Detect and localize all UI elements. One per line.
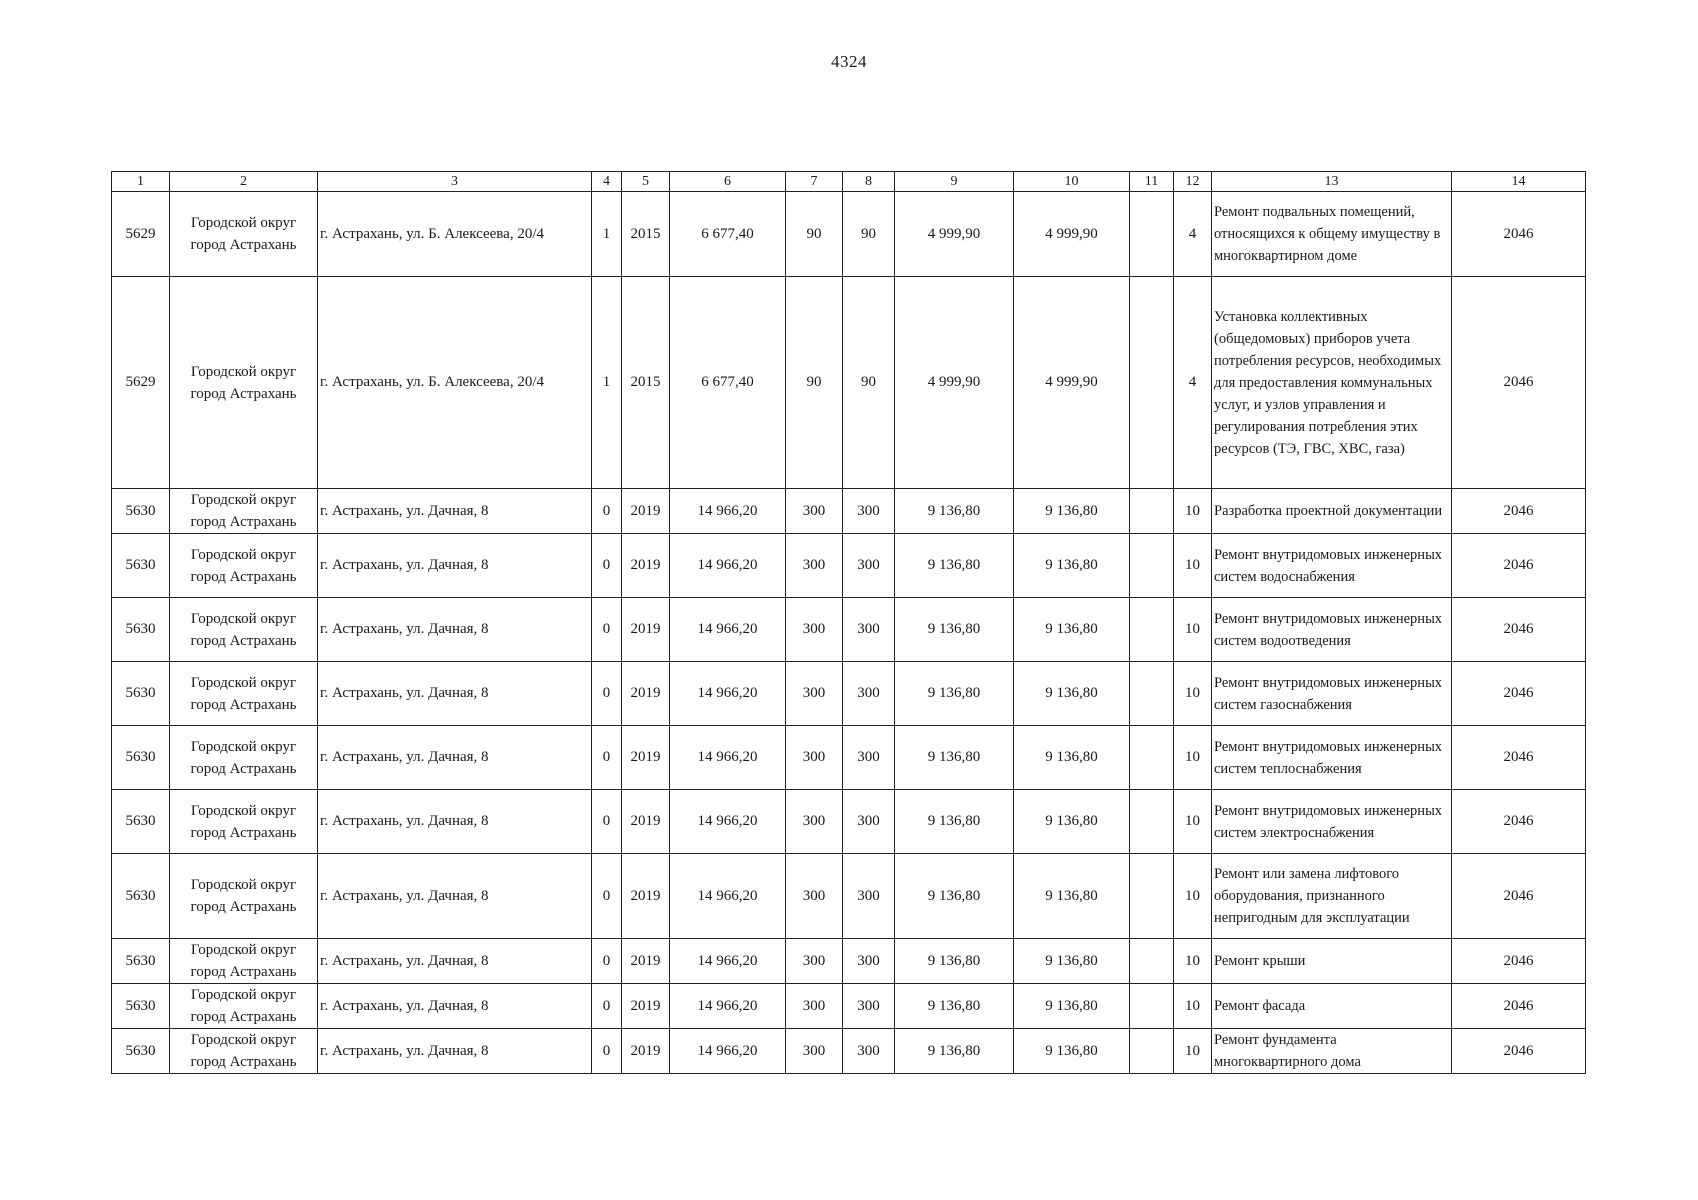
address-cell: г. Астрахань, ул. Дачная, 8: [318, 854, 592, 939]
cell: 9 136,80: [895, 790, 1014, 854]
work-type-cell: Ремонт внутридомовых инженерных систем электроснабжения: [1212, 790, 1452, 854]
table-row: [112, 277, 1586, 489]
plan-year-cell: 2046: [1452, 662, 1586, 726]
cell: [1130, 534, 1174, 598]
area-cell: 6 677,40: [670, 192, 786, 277]
table-row: [112, 662, 1586, 726]
address-cell: г. Астрахань, ул. Дачная, 8: [318, 598, 592, 662]
cell: 90: [843, 277, 895, 489]
cell: 300: [786, 984, 843, 1029]
cell: 9 136,80: [895, 854, 1014, 939]
area-cell: 14 966,20: [670, 1029, 786, 1074]
cell: 9 136,80: [1014, 984, 1130, 1029]
cell: 0: [592, 598, 622, 662]
cell: 9 136,80: [1014, 726, 1130, 790]
cell: [1130, 939, 1174, 984]
year-cell: 2019: [622, 662, 670, 726]
cell: 0: [592, 534, 622, 598]
cell: 300: [843, 790, 895, 854]
area-cell: 14 966,20: [670, 939, 786, 984]
cell: 9 136,80: [1014, 1029, 1130, 1074]
table-row: [112, 192, 1586, 277]
cell: 10: [1174, 1029, 1212, 1074]
plan-year-cell: 2046: [1452, 277, 1586, 489]
cell: 90: [786, 277, 843, 489]
year-cell: 2019: [622, 854, 670, 939]
work-type-cell: Ремонт внутридомовых инженерных систем водоснабжения: [1212, 534, 1452, 598]
cell: 300: [843, 662, 895, 726]
table-row: [112, 939, 1586, 984]
table-row: [112, 854, 1586, 939]
table-row: [112, 598, 1586, 662]
column-header: 1: [112, 172, 170, 192]
cell: [1130, 277, 1174, 489]
address-cell: г. Астрахань, ул. Дачная, 8: [318, 939, 592, 984]
table-row: [112, 726, 1586, 790]
plan-year-cell: 2046: [1452, 854, 1586, 939]
address-cell: г. Астрахань, ул. Дачная, 8: [318, 790, 592, 854]
column-header: 13: [1212, 172, 1452, 192]
address-cell: г. Астрахань, ул. Дачная, 8: [318, 662, 592, 726]
column-header: 4: [592, 172, 622, 192]
cell: [1130, 854, 1174, 939]
municipality-cell: Городской округ город Астрахань: [170, 534, 318, 598]
cell: 10: [1174, 534, 1212, 598]
cell: [1130, 489, 1174, 534]
row-number: 5630: [112, 534, 170, 598]
row-number: 5629: [112, 192, 170, 277]
cell: 1: [592, 277, 622, 489]
work-type-cell: Разработка проектной документации: [1212, 489, 1452, 534]
column-header: 2: [170, 172, 318, 192]
cell: 90: [843, 192, 895, 277]
municipality-cell: Городской округ город Астрахань: [170, 1029, 318, 1074]
cell: 90: [786, 192, 843, 277]
cell: 9 136,80: [895, 489, 1014, 534]
column-header: 14: [1452, 172, 1586, 192]
cell: 9 136,80: [895, 598, 1014, 662]
year-cell: 2019: [622, 726, 670, 790]
cell: 9 136,80: [1014, 662, 1130, 726]
column-header: 3: [318, 172, 592, 192]
cell: 10: [1174, 984, 1212, 1029]
cell: 10: [1174, 598, 1212, 662]
cell: 10: [1174, 726, 1212, 790]
municipality-cell: Городской округ город Астрахань: [170, 790, 318, 854]
cell: 4 999,90: [895, 277, 1014, 489]
header-row: [112, 172, 1586, 192]
cell: 10: [1174, 939, 1212, 984]
plan-year-cell: 2046: [1452, 984, 1586, 1029]
work-type-cell: Ремонт фундамента многоквартирного дома: [1212, 1029, 1452, 1074]
cell: 300: [786, 598, 843, 662]
cell: 4 999,90: [1014, 277, 1130, 489]
cell: 300: [786, 854, 843, 939]
work-type-cell: Ремонт внутридомовых инженерных систем газоснабжения: [1212, 662, 1452, 726]
cell: 0: [592, 662, 622, 726]
cell: 9 136,80: [1014, 939, 1130, 984]
cell: 9 136,80: [895, 726, 1014, 790]
cell: 10: [1174, 662, 1212, 726]
cell: 300: [786, 1029, 843, 1074]
cell: 9 136,80: [1014, 790, 1130, 854]
row-number: 5630: [112, 790, 170, 854]
row-number: 5629: [112, 277, 170, 489]
cell: 9 136,80: [1014, 854, 1130, 939]
column-header: 8: [843, 172, 895, 192]
column-header: 9: [895, 172, 1014, 192]
row-number: 5630: [112, 984, 170, 1029]
column-header: 12: [1174, 172, 1212, 192]
cell: [1130, 790, 1174, 854]
cell: 300: [843, 534, 895, 598]
area-cell: 14 966,20: [670, 984, 786, 1029]
municipality-cell: Городской округ город Астрахань: [170, 854, 318, 939]
cell: 10: [1174, 489, 1212, 534]
column-header: 6: [670, 172, 786, 192]
area-cell: 14 966,20: [670, 598, 786, 662]
cell: 0: [592, 489, 622, 534]
cell: 300: [843, 726, 895, 790]
row-number: 5630: [112, 598, 170, 662]
work-type-cell: Ремонт крыши: [1212, 939, 1452, 984]
column-header: 7: [786, 172, 843, 192]
address-cell: г. Астрахань, ул. Дачная, 8: [318, 534, 592, 598]
cell: 300: [786, 939, 843, 984]
column-header: 11: [1130, 172, 1174, 192]
cell: [1130, 1029, 1174, 1074]
plan-year-cell: 2046: [1452, 192, 1586, 277]
cell: 300: [786, 726, 843, 790]
cell: 300: [786, 534, 843, 598]
cell: 300: [843, 1029, 895, 1074]
table-row: [112, 984, 1586, 1029]
address-cell: г. Астрахань, ул. Б. Алексеева, 20/4: [318, 277, 592, 489]
work-type-cell: Ремонт внутридомовых инженерных систем теплоснабжения: [1212, 726, 1452, 790]
cell: 4 999,90: [895, 192, 1014, 277]
cell: 9 136,80: [1014, 534, 1130, 598]
row-number: 5630: [112, 489, 170, 534]
year-cell: 2019: [622, 534, 670, 598]
work-type-cell: Ремонт внутридомовых инженерных систем водоотведения: [1212, 598, 1452, 662]
cell: 300: [786, 790, 843, 854]
cell: 9 136,80: [895, 984, 1014, 1029]
table-row: [112, 790, 1586, 854]
cell: 0: [592, 939, 622, 984]
row-number: 5630: [112, 662, 170, 726]
page-number: 4324: [831, 52, 867, 71]
cell: [1130, 192, 1174, 277]
municipality-cell: Городской округ город Астрахань: [170, 598, 318, 662]
municipality-cell: Городской округ город Астрахань: [170, 662, 318, 726]
row-number: 5630: [112, 939, 170, 984]
cell: 0: [592, 790, 622, 854]
year-cell: 2015: [622, 277, 670, 489]
cell: 4: [1174, 277, 1212, 489]
area-cell: 14 966,20: [670, 854, 786, 939]
cell: 9 136,80: [1014, 598, 1130, 662]
year-cell: 2019: [622, 1029, 670, 1074]
municipality-cell: Городской округ город Астрахань: [170, 984, 318, 1029]
column-header: 5: [622, 172, 670, 192]
cell: 10: [1174, 854, 1212, 939]
address-cell: г. Астрахань, ул. Дачная, 8: [318, 726, 592, 790]
cell: 9 136,80: [895, 534, 1014, 598]
cell: 300: [786, 662, 843, 726]
column-header: 10: [1014, 172, 1130, 192]
area-cell: 14 966,20: [670, 662, 786, 726]
area-cell: 14 966,20: [670, 534, 786, 598]
row-number: 5630: [112, 726, 170, 790]
municipality-cell: Городской округ город Астрахань: [170, 939, 318, 984]
row-number: 5630: [112, 1029, 170, 1074]
cell: 300: [786, 489, 843, 534]
plan-year-cell: 2046: [1452, 1029, 1586, 1074]
cell: 1: [592, 192, 622, 277]
work-type-cell: Ремонт фасада: [1212, 984, 1452, 1029]
cell: 300: [843, 598, 895, 662]
capital-repair-table: [111, 171, 1586, 1074]
cell: 300: [843, 984, 895, 1029]
work-type-cell: Установка коллективных (общедомовых) приборов учета потребления ресурсов, необходимых для предоставления коммунальных услуг, и узлов управления и регулирования потребления этих ресурсов (ТЭ, ГВС, ХВС, газа): [1212, 277, 1452, 489]
area-cell: 14 966,20: [670, 726, 786, 790]
row-number: 5630: [112, 854, 170, 939]
cell: 9 136,80: [1014, 489, 1130, 534]
cell: 0: [592, 1029, 622, 1074]
municipality-cell: Городской округ город Астрахань: [170, 192, 318, 277]
year-cell: 2019: [622, 790, 670, 854]
table-row: [112, 1029, 1586, 1074]
municipality-cell: Городской округ город Астрахань: [170, 489, 318, 534]
cell: 9 136,80: [895, 1029, 1014, 1074]
plan-year-cell: 2046: [1452, 534, 1586, 598]
cell: [1130, 726, 1174, 790]
area-cell: 14 966,20: [670, 790, 786, 854]
cell: 0: [592, 984, 622, 1029]
cell: 300: [843, 489, 895, 534]
work-type-cell: Ремонт подвальных помещений, относящихся к общему имуществу в многоквартирном доме: [1212, 192, 1452, 277]
address-cell: г. Астрахань, ул. Дачная, 8: [318, 984, 592, 1029]
plan-year-cell: 2046: [1452, 939, 1586, 984]
cell: [1130, 984, 1174, 1029]
address-cell: г. Астрахань, ул. Дачная, 8: [318, 1029, 592, 1074]
plan-year-cell: 2046: [1452, 489, 1586, 534]
work-type-cell: Ремонт или замена лифтового оборудования, признанного непригодным для эксплуатации: [1212, 854, 1452, 939]
area-cell: 6 677,40: [670, 277, 786, 489]
area-cell: 14 966,20: [670, 489, 786, 534]
cell: 9 136,80: [895, 939, 1014, 984]
cell: 4: [1174, 192, 1212, 277]
cell: 0: [592, 854, 622, 939]
year-cell: 2015: [622, 192, 670, 277]
cell: 4 999,90: [1014, 192, 1130, 277]
cell: 300: [843, 854, 895, 939]
cell: 0: [592, 726, 622, 790]
municipality-cell: Городской округ город Астрахань: [170, 277, 318, 489]
address-cell: г. Астрахань, ул. Дачная, 8: [318, 489, 592, 534]
cell: 9 136,80: [895, 662, 1014, 726]
municipality-cell: Городской округ город Астрахань: [170, 726, 318, 790]
year-cell: 2019: [622, 984, 670, 1029]
plan-year-cell: 2046: [1452, 598, 1586, 662]
plan-year-cell: 2046: [1452, 726, 1586, 790]
table-row: [112, 489, 1586, 534]
address-cell: г. Астрахань, ул. Б. Алексеева, 20/4: [318, 192, 592, 277]
plan-year-cell: 2046: [1452, 790, 1586, 854]
year-cell: 2019: [622, 489, 670, 534]
table-row: [112, 534, 1586, 598]
cell: 300: [843, 939, 895, 984]
year-cell: 2019: [622, 939, 670, 984]
cell: [1130, 662, 1174, 726]
year-cell: 2019: [622, 598, 670, 662]
cell: [1130, 598, 1174, 662]
cell: 10: [1174, 790, 1212, 854]
